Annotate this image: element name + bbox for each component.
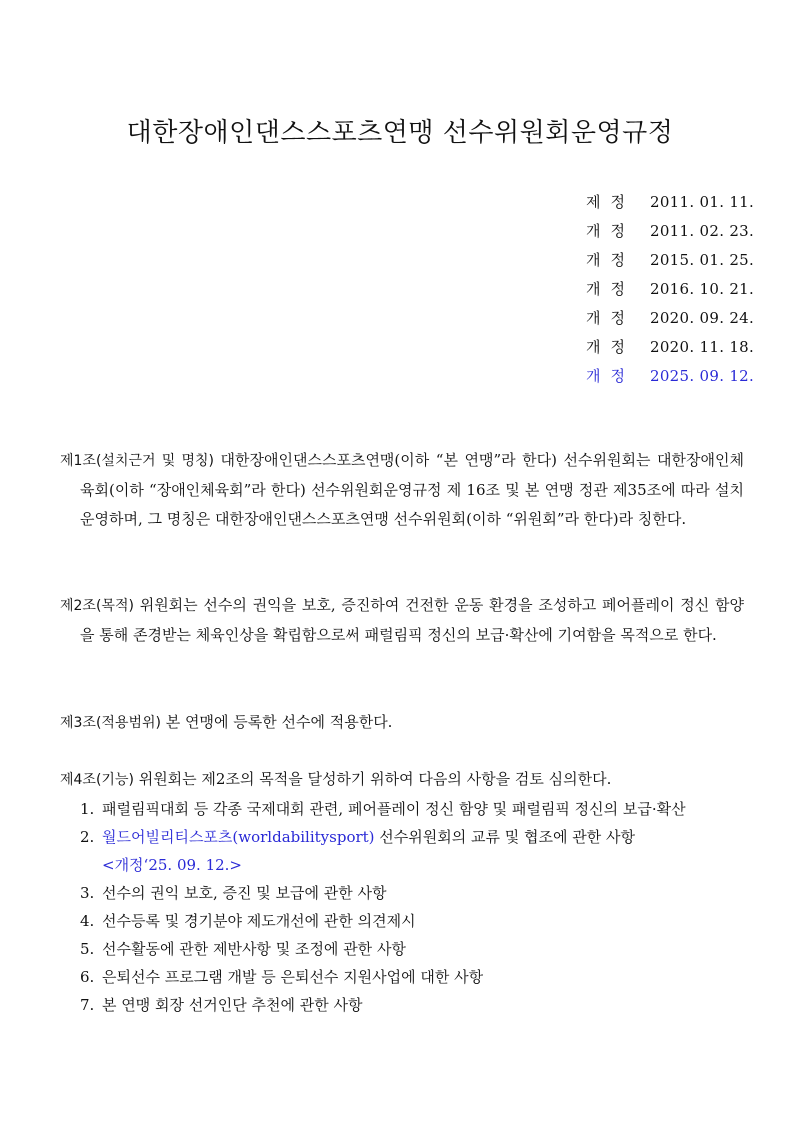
article-body: 본 연맹에 등록한 선수에 적용한다. <box>160 713 393 731</box>
history-date: 2011. 01. 11. <box>650 193 755 211</box>
list-item <box>80 823 744 879</box>
history-date: 2020. 09. 24. <box>650 309 755 327</box>
list-item <box>80 795 744 823</box>
amendment-note: <개정‘25. 09. 12.> <box>102 856 242 874</box>
list-item <box>80 907 744 935</box>
item-text-amended: 월드어빌리티스포츠(worldabilitysport) <box>102 828 375 846</box>
article-heading: 제4조(기능) <box>60 772 134 788</box>
article-paragraph <box>60 591 744 650</box>
history-type: 제정 <box>586 193 635 211</box>
article-body: 위원회는 제2조의 목적을 달성하기 위하여 다음의 사항을 검토 심의한다. <box>133 770 612 788</box>
list-item <box>80 935 744 963</box>
history-type: 개정 <box>586 338 635 356</box>
item-text: 선수위원회의 교류 및 협조에 관한 사항 <box>374 828 635 846</box>
history-row <box>586 246 756 275</box>
article-heading: 제3조(적용범위) <box>60 715 161 731</box>
item-text: 은퇴선수 프로그램 개발 등 은퇴선수 지원사업에 대한 사항 <box>102 968 484 986</box>
article-body: 대한장애인댄스스포츠연맹(이하 “본 연맹”라 한다) 선수위원회는 대한장애인체육회(이하 “장애인체육회”라 한다) 선수위원회운영규정 제 16조 및 본 연맹 정관 제35조에 따라 설치 운영하며, 그 명칭은 대한장애인댄스스포츠연맹 선수위원회(이하 “위원회”라 한다)라 칭한다. <box>80 451 744 528</box>
list-item <box>80 991 744 1019</box>
item-number: 6. <box>80 968 95 986</box>
article-paragraph <box>60 708 744 738</box>
item-number: 4. <box>80 912 95 930</box>
item-text: 선수등록 및 경기분야 제도개선에 관한 의견제시 <box>102 912 416 930</box>
history-row <box>586 275 756 304</box>
article-1 <box>60 446 744 534</box>
history-type: 개정 <box>586 367 635 385</box>
article-paragraph <box>60 446 744 534</box>
item-text-wrap <box>102 823 744 879</box>
history-type: 개정 <box>586 280 635 298</box>
article-heading: 제1조(설치근거 및 명칭) <box>60 453 214 469</box>
history-type: 개정 <box>586 251 635 269</box>
item-text: 본 연맹 회장 선거인단 추천에 관한 사항 <box>102 996 363 1014</box>
document-title: 대한장애인댄스스포츠연맹 선수위원회운영규정 <box>126 118 674 148</box>
item-text: 선수의 권익 보호, 증진 및 보급에 관한 사항 <box>102 884 387 902</box>
item-text: 패럴림픽대회 등 각종 국제대회 관련, 페어플레이 정신 함양 및 패럴림픽 정신의 보급·확산 <box>102 800 686 818</box>
article-2 <box>60 591 744 650</box>
history-row <box>586 217 756 246</box>
history-type: 개정 <box>586 309 635 327</box>
item-number: 7. <box>80 996 95 1014</box>
article-4 <box>60 765 744 1019</box>
history-date: 2016. 10. 21. <box>650 280 755 298</box>
history-row <box>586 188 756 217</box>
item-number: 1. <box>80 800 95 818</box>
history-date: 2015. 01. 25. <box>650 251 755 269</box>
history-row <box>586 304 756 333</box>
item-number: 3. <box>80 884 95 902</box>
history-date: 2011. 02. 23. <box>650 222 755 240</box>
article-body: 위원회는 선수의 권익을 보호, 증진하여 건전한 운동 환경을 조성하고 페어플레이 정신 함양을 통해 존경받는 체육인상을 확립함으로써 패럴림픽 정신의 보급·확산에 기여함을 목적으로 한다. <box>80 596 744 644</box>
item-number: 5. <box>80 940 95 958</box>
revision-history <box>586 188 756 391</box>
list-item <box>80 963 744 991</box>
article-paragraph <box>60 765 744 795</box>
list-item <box>80 879 744 907</box>
item-text: 선수활동에 관한 제반사항 및 조정에 관한 사항 <box>102 940 406 958</box>
history-date: 2025. 09. 12. <box>650 367 755 385</box>
article-item-list <box>60 795 744 1019</box>
history-row <box>586 333 756 362</box>
item-number: 2. <box>80 828 95 846</box>
history-type: 개정 <box>586 222 635 240</box>
history-row-latest <box>586 362 756 391</box>
history-date: 2020. 11. 18. <box>650 338 755 356</box>
article-heading: 제2조(목적) <box>60 598 134 614</box>
article-3 <box>60 708 744 738</box>
